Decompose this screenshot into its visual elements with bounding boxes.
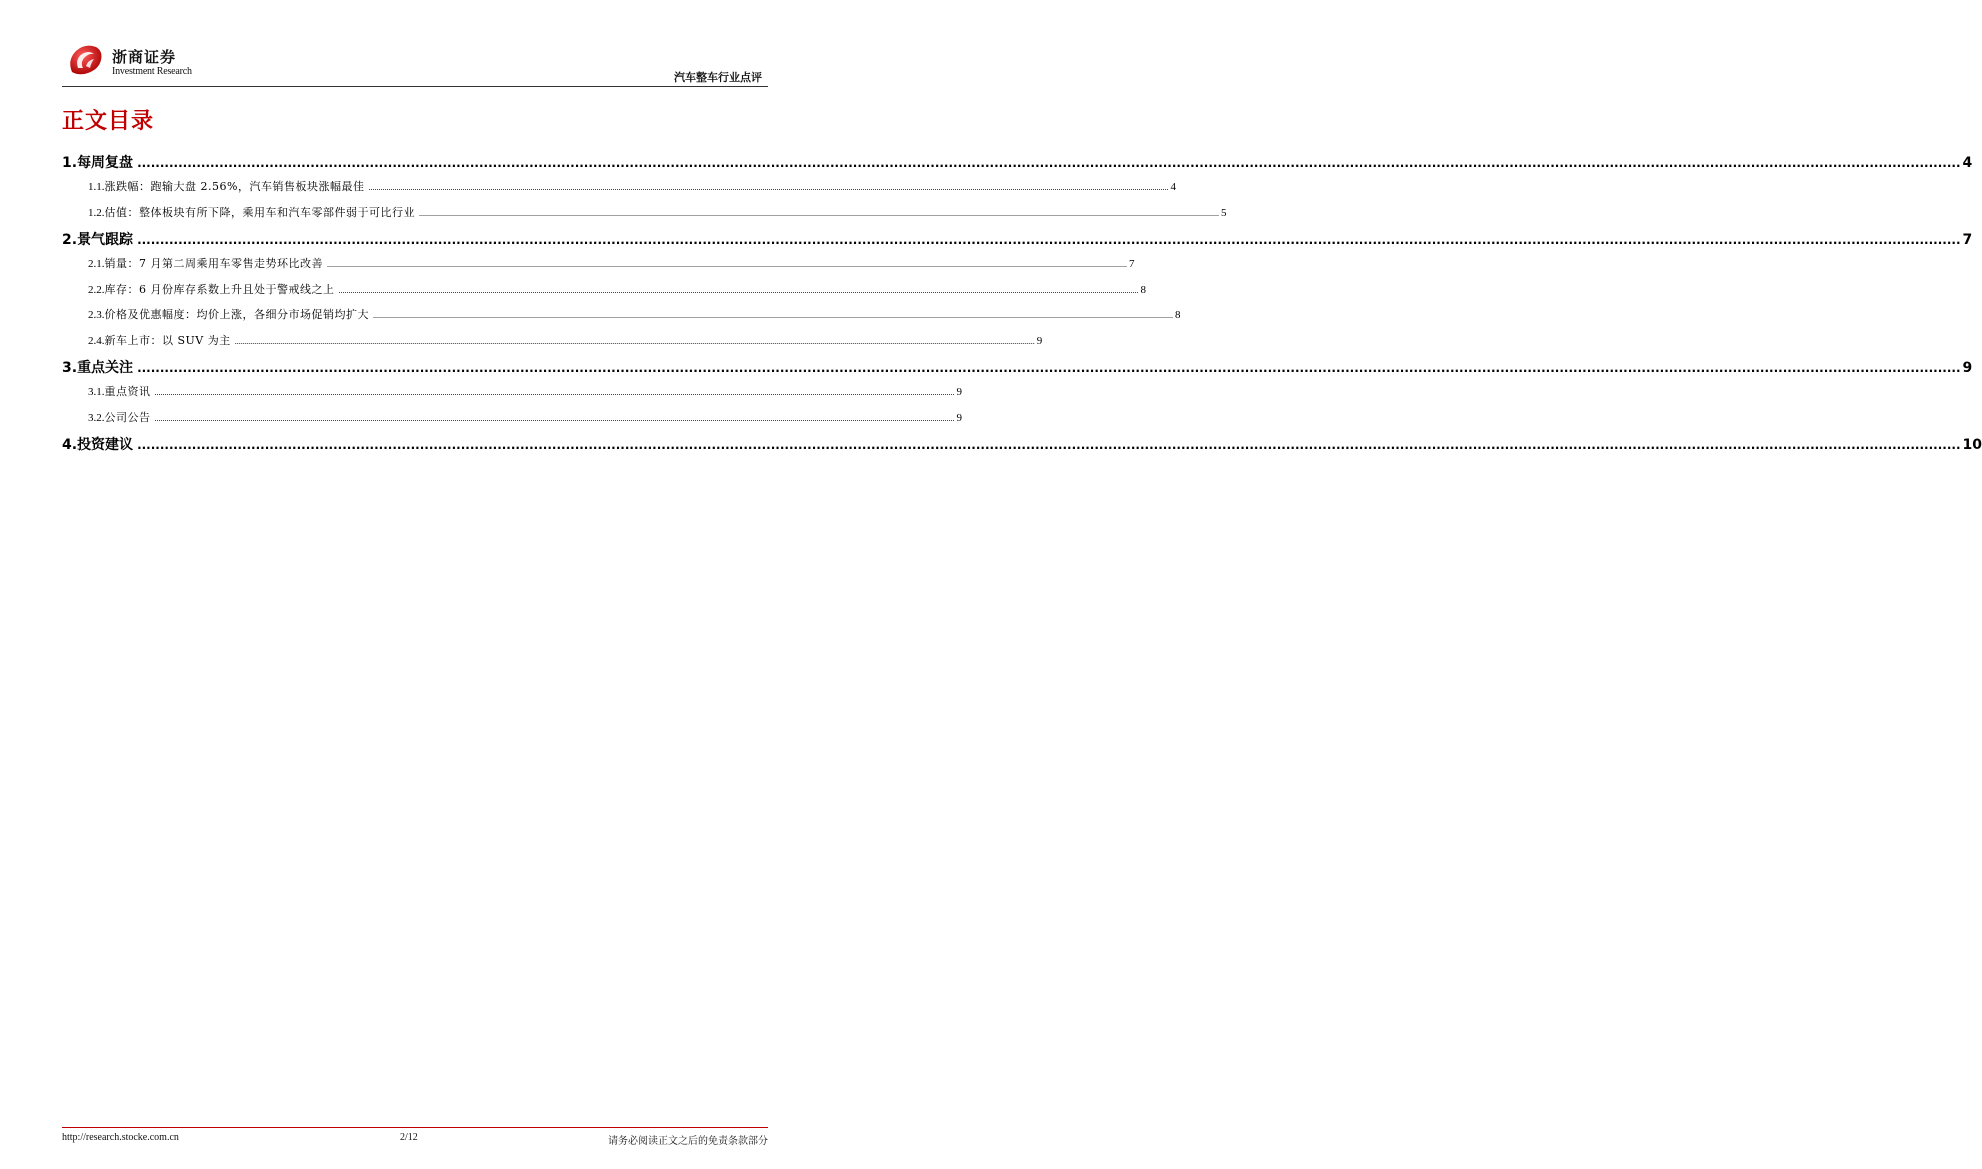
footer-url[interactable]: http://research.stocke.com.cn xyxy=(62,1132,179,1143)
toc-entry-page: 7 xyxy=(1962,232,1973,248)
toc-entry[interactable] xyxy=(62,383,962,409)
toc-entry-label: 景气跟踪 xyxy=(77,232,134,248)
toc-entry[interactable] xyxy=(62,204,1227,230)
toc-entry-label: 每周复盘 xyxy=(77,155,134,171)
toc-entry-page: 9 xyxy=(956,411,962,424)
footer-page-indicator: 2/12 xyxy=(400,1132,418,1143)
toc-entry[interactable] xyxy=(62,409,962,435)
toc-leader-dots: ................................................................................................................................................................................................................................................................................................................................................................................................................ xyxy=(137,438,1961,452)
brand-logo-icon xyxy=(66,42,104,78)
toc-entry-number: 2.1. xyxy=(88,258,105,270)
toc-entry-page: 9 xyxy=(956,386,962,398)
toc-entry-label: 估值：整体板块有所下降，乘用车和汽车零部件弱于可比行业 xyxy=(104,205,415,219)
toc-leader-dots: ................................................................................................................................................................................................................................................................................................................................................................................................................ xyxy=(154,413,955,423)
toc-entry-label: 新车上市：以 SUV 为主 xyxy=(104,333,231,347)
toc-entry-label: 库存：6 月份库存系数上升且处于警戒线之上 xyxy=(104,282,335,296)
toc-entry[interactable] xyxy=(62,152,1973,178)
toc-entry-label: 销量：7 月第二周乘用车零售走势环比改善 xyxy=(104,257,323,270)
toc-leader-dots: ................................................................................................................................................................................................................................................................................................................................................................................................................ xyxy=(338,285,1139,295)
toc-title: 正文目录 xyxy=(62,109,155,134)
toc-entry-page: 10 xyxy=(1962,437,1982,453)
toc-entry-number: 2.3. xyxy=(88,309,105,321)
toc-entry[interactable] xyxy=(62,281,1146,307)
toc-entry-number: 2.4. xyxy=(88,334,105,347)
toc-entry-number: 3. xyxy=(62,360,78,376)
toc-entry[interactable] xyxy=(62,229,1973,255)
toc-entry-label: 重点关注 xyxy=(77,360,134,376)
toc-leader-dots: ................................................................................................................................................................................................................................................................................................................................................................................................................ xyxy=(327,260,1127,269)
footer-divider xyxy=(62,1127,768,1128)
toc-entry[interactable] xyxy=(62,332,1043,358)
toc-entry-number: 4. xyxy=(62,437,78,453)
toc-leader-dots: ................................................................................................................................................................................................................................................................................................................................................................................................................ xyxy=(373,311,1173,320)
brand-name-cn: 浙商证券 xyxy=(112,48,177,66)
toc-entry-number: 2.2. xyxy=(88,283,105,296)
footer-disclaimer: 请务必阅读正文之后的免责条款部分 xyxy=(608,1136,768,1147)
toc-entry[interactable] xyxy=(62,306,1181,332)
brand-name-en: Investment Research xyxy=(112,66,192,77)
toc-leader-dots: ................................................................................................................................................................................................................................................................................................................................................................................................................ xyxy=(368,183,1169,192)
toc-entry[interactable] xyxy=(62,357,1973,383)
toc-leader-dots: ................................................................................................................................................................................................................................................................................................................................................................................................................ xyxy=(154,388,955,397)
toc-entry-page: 4 xyxy=(1170,181,1176,193)
toc-entry-page: 5 xyxy=(1221,206,1227,219)
toc-entry[interactable] xyxy=(62,255,1135,281)
toc-entry-page: 8 xyxy=(1175,309,1181,321)
page-header xyxy=(62,36,768,88)
toc-entry-page: 9 xyxy=(1036,334,1043,347)
toc-entry-page: 7 xyxy=(1129,258,1135,270)
toc-leader-dots: ................................................................................................................................................................................................................................................................................................................................................................................................................ xyxy=(137,233,1961,247)
toc-entry-label: 涨跌幅：跑输大盘 2.56%，汽车销售板块涨幅最佳 xyxy=(104,180,365,193)
toc-leader-dots: ................................................................................................................................................................................................................................................................................................................................................................................................................ xyxy=(137,361,1961,375)
toc-entry[interactable] xyxy=(62,178,1176,204)
toc-leader-dots: ................................................................................................................................................................................................................................................................................................................................................................................................................ xyxy=(419,208,1219,218)
toc-entry-page: 9 xyxy=(1962,360,1973,376)
toc-entry-label: 投资建议 xyxy=(77,437,134,453)
table-of-contents xyxy=(62,152,1982,460)
toc-entry-page: 4 xyxy=(1962,155,1973,171)
toc-entry-number: 3.1. xyxy=(88,386,105,398)
report-type: 汽车整车行业点评 xyxy=(674,71,762,84)
toc-entry-label: 公司公告 xyxy=(104,410,151,424)
toc-leader-dots: ................................................................................................................................................................................................................................................................................................................................................................................................................ xyxy=(137,156,1961,170)
toc-entry-number: 1. xyxy=(62,155,78,171)
header-divider xyxy=(62,86,768,87)
toc-entry-label: 重点资讯 xyxy=(104,385,151,398)
toc-entry-page: 8 xyxy=(1140,283,1146,296)
toc-entry-label: 价格及优惠幅度：均价上涨，各细分市场促销均扩大 xyxy=(104,308,369,321)
toc-entry-number: 1.1. xyxy=(88,181,105,193)
toc-entry-number: 3.2. xyxy=(88,411,105,424)
toc-entry-number: 1.2. xyxy=(88,206,105,219)
toc-leader-dots: ................................................................................................................................................................................................................................................................................................................................................................................................................ xyxy=(234,336,1035,346)
toc-entry[interactable] xyxy=(62,434,1982,460)
toc-entry-number: 2. xyxy=(62,232,78,248)
